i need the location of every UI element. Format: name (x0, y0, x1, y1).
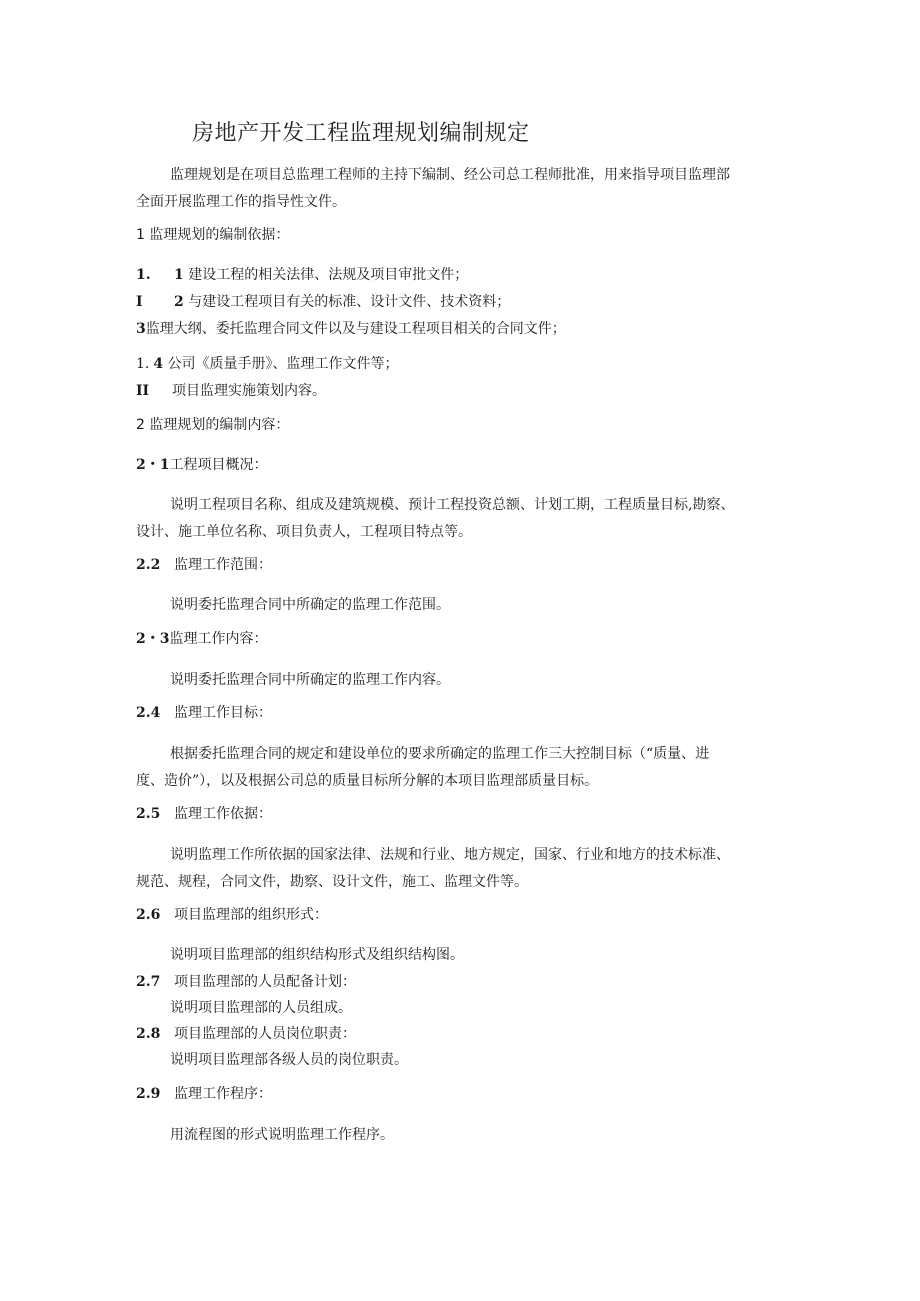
item-2-9-heading (136, 1085, 272, 1103)
item-number: 2.7 (136, 974, 161, 990)
item-heading-text: 监理工作程序： (174, 1086, 272, 1102)
item-2-4-heading (136, 704, 272, 722)
section-2-heading: 2 监理规划的编制内容： (136, 417, 290, 433)
basis-item-text: 与建设工程项目有关的标准、设计文件、技术资料； (188, 294, 511, 310)
item-2-1-body-line-1: 说明工程项目名称、组成及建筑规模、预计工程投资总额、计划工期，工程质量目标,勘察、 (170, 497, 735, 513)
item-heading-text: 监理工作内容： (169, 631, 268, 647)
basis-item-number: 3 (136, 321, 146, 337)
item-number: 2.4 (136, 705, 161, 721)
item-2-7-heading (136, 973, 356, 991)
basis-item-text: 公司《质量手册》、监理工作文件等； (167, 356, 399, 372)
item-number: 2.2 (136, 557, 161, 573)
item-2-8-heading (136, 1025, 356, 1043)
basis-item-text: 建设工程的相关法律、法规及项目审批文件； (188, 267, 469, 283)
item-2-5-body-line-2: 规范、规程，合同文件，勘察、设计文件，施工、监理文件等。 (136, 874, 528, 890)
item-2-1-body-line-2: 设计、施工单位名称、项目负责人，工程项目特点等。 (136, 524, 472, 540)
item-2-2-heading (136, 556, 272, 574)
item-2-2-body-line-1: 说明委托监理合同中所确定的监理工作范围。 (170, 597, 450, 613)
item-2-4-body-line-1: 根据委托监理合同的规定和建设单位的要求所确定的监理工作三大控制目标（“质量、进 (170, 746, 710, 762)
item-2-8-body-line-1: 说明项目监理部各级人员的岗位职责。 (170, 1052, 408, 1068)
item-heading-text: 监理工作目标： (174, 705, 272, 721)
basis-item-number: I (136, 294, 143, 310)
item-2-1-heading (136, 456, 267, 474)
basis-item-3 (136, 320, 566, 338)
basis-item-text: 项目监理实施策划内容。 (172, 383, 326, 399)
section-1-heading: 1 监理规划的编制依据： (136, 227, 290, 243)
item-number: 2.9 (136, 1086, 161, 1102)
item-2-7-body-line-1: 说明项目监理部的人员组成。 (170, 1000, 352, 1016)
intro-line-2: 全面开展监理工作的指导性文件。 (136, 194, 346, 210)
item-2-6-body-line-1: 说明项目监理部的组织结构形式及组织结构图。 (170, 947, 464, 963)
item-number: 2.5 (136, 806, 161, 822)
item-2-4-body-line-2: 度、造价”），以及根据公司总的质量目标所分解的本项目监理部质量目标。 (136, 773, 599, 789)
item-2-6-heading (136, 906, 328, 924)
item-2-5-body-line-1: 说明监理工作所依据的国家法律、法规和行业、地方规定，国家、行业和地方的技术标准、 (170, 847, 730, 863)
basis-item-number: 1. (136, 267, 151, 283)
basis-item-subnumber: 4 (153, 356, 164, 372)
item-number: 2・1 (136, 457, 170, 473)
item-number: 2・3 (136, 631, 170, 647)
item-2-9-body-line-1: 用流程图的形式说明监理工作程序。 (170, 1127, 394, 1143)
intro-line-1: 监理规划是在项目总监理工程师的主持下编制、经公司总工程师批准，用来指导项目监理部 (170, 167, 730, 183)
basis-item-5 (136, 382, 326, 400)
item-heading-text: 项目监理部的人员岗位职责： (174, 1026, 356, 1042)
basis-item-1 (136, 266, 468, 284)
item-heading-text: 工程项目概况： (169, 457, 268, 473)
item-number: 2.8 (136, 1026, 161, 1042)
document-title: 房地产开发工程监理规划编制规定 (192, 121, 530, 146)
item-number: 2.6 (136, 907, 161, 923)
basis-item-subnumber: 1 (174, 267, 184, 283)
item-2-5-heading (136, 805, 272, 823)
item-heading-text: 项目监理部的组织形式： (174, 907, 328, 923)
basis-item-4 (136, 355, 399, 373)
basis-item-2 (136, 293, 510, 311)
item-2-3-body-line-1: 说明委托监理合同中所确定的监理工作内容。 (170, 672, 450, 688)
basis-item-text: 监理大纲、委托监理合同文件以及与建设工程项目相关的合同文件； (145, 321, 566, 337)
basis-item-number: II (136, 383, 150, 399)
basis-item-subnumber: 2 (174, 294, 184, 310)
item-heading-text: 项目监理部的人员配备计划： (174, 974, 356, 990)
item-2-3-heading (136, 630, 267, 648)
item-heading-text: 监理工作依据： (174, 806, 272, 822)
item-heading-text: 监理工作范围： (174, 557, 272, 573)
basis-item-number: 1. (136, 356, 150, 372)
